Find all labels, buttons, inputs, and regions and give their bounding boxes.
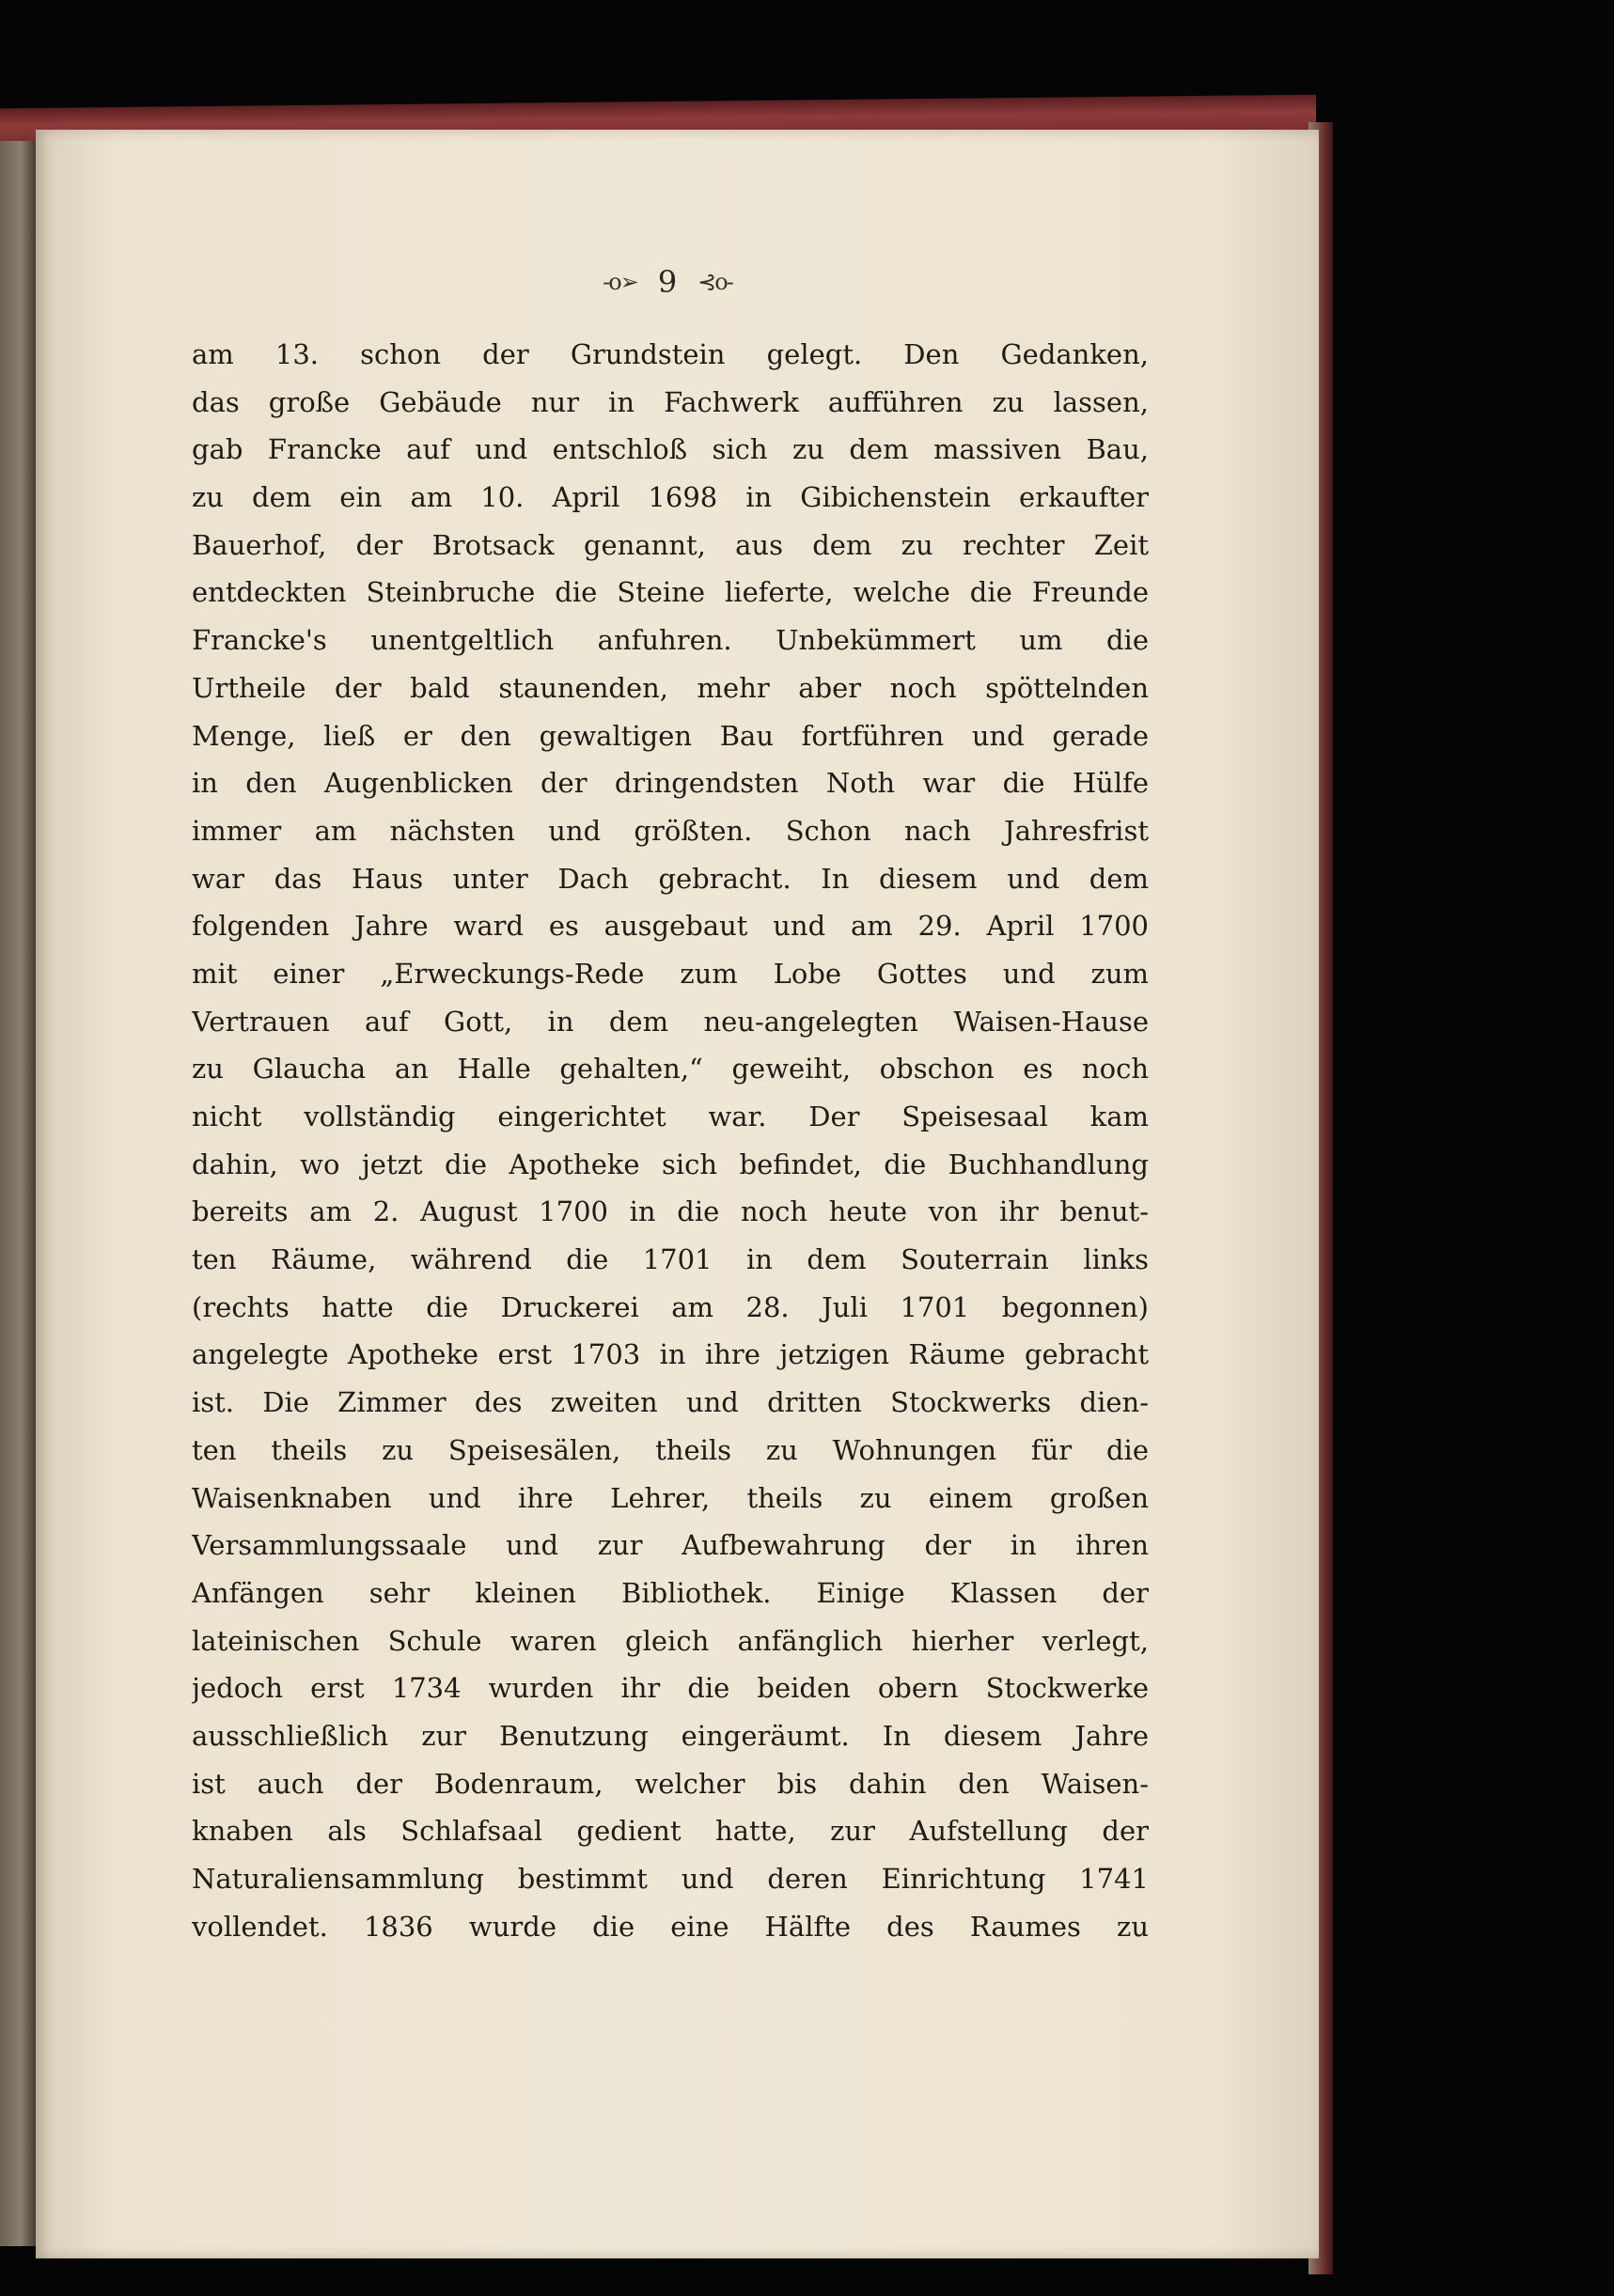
text-line: bereits am 2. August 1700 in die noch heute von ihr benut- [192, 1195, 1149, 1228]
text-line: mit einer „Erweckungs-Rede zum Lobe Gottes und zum [192, 957, 1149, 990]
text-line: ten Räume, während die 1701 in dem Souterrain links [192, 1243, 1149, 1276]
text-line: jedoch erst 1734 wurden ihr die beiden obern Stockwerke [192, 1672, 1149, 1705]
text-line: gab Francke auf und entschloß sich zu dem massiven Bau, [192, 433, 1149, 466]
text-line: war das Haus unter Dach gebracht. In diesem und dem [192, 862, 1149, 895]
text-line: Vertrauen auf Gott, in dem neu-angelegten Waisen-Hause [192, 1005, 1149, 1038]
text-line: Bauerhof, der Brotsack genannt, aus dem zu rechter Zeit [192, 528, 1149, 561]
text-line: vollendet. 1836 wurde die eine Hälfte des Raumes zu [192, 1910, 1149, 1943]
text-line: knaben als Schlafsaal gedient hatte, zur Aufstellung der [192, 1815, 1149, 1848]
text-line: Francke's unentgeltlich anfuhren. Unbekümmert um die [192, 624, 1149, 657]
text-line: Anfängen sehr kleinen Bibliothek. Einige Klassen der [192, 1576, 1149, 1609]
text-line: (rechts hatte die Druckerei am 28. Juli 1701 begonnen) [192, 1290, 1149, 1323]
text-line: Menge, ließ er den gewaltigen Bau fortführen und gerade [192, 719, 1149, 752]
text-line: ausschließlich zur Benutzung eingeräumt. In diesem Jahre [192, 1719, 1149, 1752]
text-line: ten theils zu Speisesälen, theils zu Wohnungen für die [192, 1433, 1149, 1466]
ornament-left-icon: -o➢ [603, 269, 637, 295]
text-line: immer am nächsten und größten. Schon nach Jahresfrist [192, 814, 1149, 847]
text-line: das große Gebäude nur in Fachwerk aufführen zu lassen, [192, 385, 1149, 418]
body-text [192, 331, 1149, 1950]
text-line: zu Glaucha an Halle gehalten,“ geweiht, obschon es noch [192, 1053, 1149, 1086]
text-line: dahin, wo jetzt die Apotheke sich befindet, die Buchhandlung [192, 1148, 1149, 1180]
text-line: nicht vollständig eingerichtet war. Der Speisesaal kam [192, 1101, 1149, 1132]
text-line: entdeckten Steinbruche die Steine lieferte, welche die Freunde [192, 576, 1149, 609]
text-line: zu dem ein am 10. April 1698 in Gibichenstein erkaufter [192, 481, 1149, 514]
text-line: ist. Die Zimmer des zweiten und dritten Stockwerks dien- [192, 1386, 1149, 1419]
text-line: in den Augenblicken der dringendsten Noth war die Hülfe [192, 767, 1149, 800]
text-line: Naturaliensammlung bestimmt und deren Einrichtung 1741 [192, 1863, 1149, 1895]
text-line: folgenden Jahre ward es ausgebaut und am 29. April 1700 [192, 910, 1149, 943]
text-line: am 13. schon der Grundstein gelegt. Den Gedanken, [192, 338, 1149, 370]
text-line: ist auch der Bodenraum, welcher bis dahin den Waisen- [192, 1767, 1149, 1800]
page-header [545, 258, 790, 305]
text-line: Waisenknaben und ihre Lehrer, theils zu einem großen [192, 1481, 1149, 1514]
text-line: Urtheile der bald staunenden, mehr aber noch spöttelnden [192, 671, 1149, 704]
text-line: angelegte Apotheke erst 1703 in ihre jetzigen Räume gebracht [192, 1338, 1149, 1371]
text-line: Versammlungssaale und zur Aufbewahrung der in ihren [192, 1529, 1149, 1562]
text-line: lateinischen Schule waren gleich anfänglich hierher verlegt, [192, 1624, 1149, 1657]
ornament-right-icon: ⊰o- [697, 269, 732, 295]
page-stack-left [0, 141, 38, 2246]
page-number: 9 [657, 264, 678, 300]
